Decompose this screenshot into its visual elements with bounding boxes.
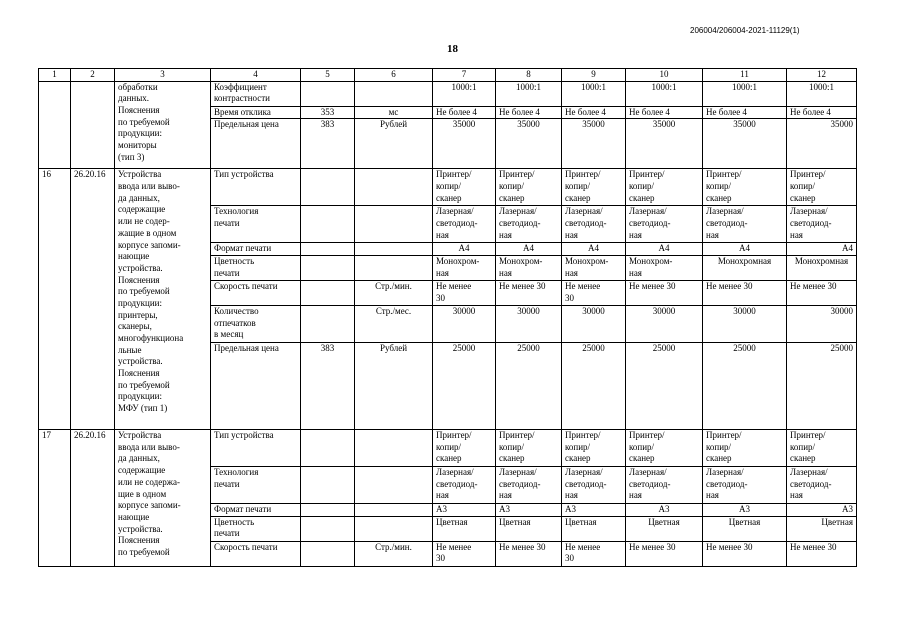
value-cell: 1000:1 [562, 81, 626, 106]
header-cell: 8 [496, 69, 562, 82]
unit-name [355, 516, 433, 541]
value-cell: 30000 [562, 306, 626, 343]
value-cell: 25000 [562, 343, 626, 430]
value-cell: Не менее 30 [433, 541, 496, 566]
characteristic-name: Коэффициент контрастности [211, 81, 301, 106]
value-cell: Монохром- ная [562, 256, 626, 281]
value-cell: Принтер/ копир/ сканер [626, 169, 703, 206]
value-cell: Принтер/ копир/ сканер [562, 169, 626, 206]
header-row [39, 69, 857, 82]
value-cell: 30000 [626, 306, 703, 343]
unit-code [301, 206, 355, 243]
unit-name [355, 169, 433, 206]
value-cell: 1000:1 [433, 81, 496, 106]
value-cell: 1000:1 [496, 81, 562, 106]
value-cell: Принтер/ копир/ сканер [496, 169, 562, 206]
unit-name: Рублей [355, 119, 433, 169]
value-cell: Монохромная [787, 256, 857, 281]
header-cell: 9 [562, 69, 626, 82]
value-cell: Лазерная/ светодиод- ная [626, 467, 703, 504]
row-number-cell: 17 [39, 430, 71, 567]
value-cell: A3 [703, 504, 787, 517]
unit-code [301, 541, 355, 566]
value-cell: Лазерная/ светодиод- ная [433, 206, 496, 243]
value-cell: Принтер/ копир/ сканер [626, 430, 703, 467]
value-cell: Принтер/ копир/ сканер [433, 169, 496, 206]
value-cell: Лазерная/ светодиод- ная [496, 467, 562, 504]
value-cell: 1000:1 [626, 81, 703, 106]
characteristic-name: Цветность печати [211, 516, 301, 541]
characteristic-name: Формат печати [211, 243, 301, 256]
characteristic-name: Технология печати [211, 206, 301, 243]
characteristic-name: Тип устройства [211, 169, 301, 206]
unit-name [355, 243, 433, 256]
value-cell: Лазерная/ светодиод- ная [433, 467, 496, 504]
unit-name [355, 206, 433, 243]
value-cell: Цветная [626, 516, 703, 541]
unit-code [301, 467, 355, 504]
value-cell: Принтер/ копир/ сканер [703, 430, 787, 467]
okpd-code-cell: 26.20.16 [71, 169, 115, 430]
header-cell: 5 [301, 69, 355, 82]
page-number: 18 [447, 43, 458, 55]
value-cell: Не менее 30 [496, 281, 562, 306]
unit-code [301, 504, 355, 517]
value-cell: Не более 4 [703, 106, 787, 119]
value-cell: 25000 [433, 343, 496, 430]
okpd-code-cell: 26.20.16 [71, 430, 115, 567]
unit-name [355, 504, 433, 517]
table-row [39, 430, 857, 467]
value-cell: Не менее 30 [626, 541, 703, 566]
value-cell: 1000:1 [787, 81, 857, 106]
value-cell: Принтер/ копир/ сканер [496, 430, 562, 467]
value-cell: Цветная [433, 516, 496, 541]
value-cell: 35000 [703, 119, 787, 169]
value-cell: Не менее 30 [433, 281, 496, 306]
value-cell: 30000 [703, 306, 787, 343]
value-cell: Лазерная/ светодиод- ная [787, 467, 857, 504]
unit-name: Стр./мес. [355, 306, 433, 343]
value-cell: Не более 4 [496, 106, 562, 119]
unit-code [301, 516, 355, 541]
value-cell: Принтер/ копир/ сканер [787, 430, 857, 467]
value-cell: A3 [626, 504, 703, 517]
value-cell: Не менее 30 [562, 281, 626, 306]
value-cell: A4 [496, 243, 562, 256]
value-cell: Лазерная/ светодиод- ная [562, 467, 626, 504]
value-cell: A4 [626, 243, 703, 256]
table-row [39, 169, 857, 206]
product-description: Устройства ввода или выво- да данных, содержащие или не содержа- щие в одном корпусе запоми- нающие устройства. Пояснения по требуемой [115, 430, 211, 567]
value-cell: Не менее 30 [703, 541, 787, 566]
value-cell: 25000 [496, 343, 562, 430]
value-cell: Лазерная/ светодиод- ная [496, 206, 562, 243]
characteristic-name: Предельная цена [211, 119, 301, 169]
header-cell: 4 [211, 69, 301, 82]
value-cell: Принтер/ копир/ сканер [703, 169, 787, 206]
value-cell: A4 [433, 243, 496, 256]
value-cell: 25000 [626, 343, 703, 430]
value-cell: Не менее 30 [787, 281, 857, 306]
value-cell: Монохром- ная [496, 256, 562, 281]
unit-name: Рублей [355, 343, 433, 430]
characteristic-name: Тип устройства [211, 430, 301, 467]
value-cell: 35000 [626, 119, 703, 169]
unit-name: Стр./мин. [355, 541, 433, 566]
characteristic-name: Скорость печати [211, 541, 301, 566]
unit-code [301, 306, 355, 343]
value-cell: A3 [562, 504, 626, 517]
header-cell: 6 [355, 69, 433, 82]
unit-name [355, 430, 433, 467]
characteristic-name: Время отклика [211, 106, 301, 119]
unit-code: 383 [301, 119, 355, 169]
row-number-cell [39, 81, 71, 169]
value-cell: 25000 [787, 343, 857, 430]
value-cell: Лазерная/ светодиод- ная [703, 467, 787, 504]
value-cell: Лазерная/ светодиод- ная [626, 206, 703, 243]
characteristic-name: Цветность печати [211, 256, 301, 281]
okpd-code-cell [71, 81, 115, 169]
value-cell: Не менее 30 [626, 281, 703, 306]
value-cell: Монохром- ная [433, 256, 496, 281]
unit-code [301, 430, 355, 467]
value-cell: A3 [787, 504, 857, 517]
value-cell: 35000 [562, 119, 626, 169]
value-cell: 35000 [433, 119, 496, 169]
value-cell: Принтер/ копир/ сканер [433, 430, 496, 467]
value-cell: Не менее 30 [787, 541, 857, 566]
unit-name [355, 81, 433, 106]
document-id: 206004/206004-2021-11129(1) [690, 26, 800, 35]
value-cell: 30000 [787, 306, 857, 343]
value-cell: 35000 [496, 119, 562, 169]
value-cell: Не более 4 [787, 106, 857, 119]
value-cell: Не более 4 [562, 106, 626, 119]
value-cell: Не более 4 [433, 106, 496, 119]
unit-name: мс [355, 106, 433, 119]
header-cell: 2 [71, 69, 115, 82]
unit-code [301, 281, 355, 306]
characteristic-name: Формат печати [211, 504, 301, 517]
value-cell: 35000 [787, 119, 857, 169]
unit-code: 383 [301, 343, 355, 430]
product-description: обработки данных. Пояснения по требуемой продукции: мониторы (тип 3) [115, 81, 211, 169]
header-cell: 12 [787, 69, 857, 82]
value-cell: A4 [562, 243, 626, 256]
value-cell: 30000 [433, 306, 496, 343]
value-cell: Лазерная/ светодиод- ная [703, 206, 787, 243]
unit-code: 353 [301, 106, 355, 119]
value-cell: Цветная [562, 516, 626, 541]
row-number-cell: 16 [39, 169, 71, 430]
unit-code [301, 169, 355, 206]
header-cell: 7 [433, 69, 496, 82]
value-cell: Цветная [787, 516, 857, 541]
unit-code [301, 81, 355, 106]
header-cell: 10 [626, 69, 703, 82]
unit-name: Стр./мин. [355, 281, 433, 306]
header-cell: 11 [703, 69, 787, 82]
value-cell: Не менее 30 [562, 541, 626, 566]
value-cell: 25000 [703, 343, 787, 430]
value-cell: A3 [496, 504, 562, 517]
product-description: Устройства ввода или выво- да данных, содержащие или не содер- жащие в одном корпусе запоми- нающие устройства. Пояснения по требуемой продукции: принтеры, сканеры, многофункциона льные устройства. Пояснения по требуемой продукции: МФУ (тип 1) [115, 169, 211, 430]
unit-code [301, 256, 355, 281]
value-cell: Принтер/ копир/ сканер [562, 430, 626, 467]
value-cell: A4 [787, 243, 857, 256]
value-cell: Цветная [703, 516, 787, 541]
value-cell: Лазерная/ светодиод- ная [787, 206, 857, 243]
value-cell: Принтер/ копир/ сканер [787, 169, 857, 206]
unit-name [355, 256, 433, 281]
header-cell: 1 [39, 69, 71, 82]
unit-name [355, 467, 433, 504]
value-cell: Монохром- ная [626, 256, 703, 281]
characteristic-name: Скорость печати [211, 281, 301, 306]
table-row [39, 81, 857, 106]
value-cell: A4 [703, 243, 787, 256]
value-cell: Не более 4 [626, 106, 703, 119]
value-cell: 1000:1 [703, 81, 787, 106]
requirements-table [38, 68, 857, 567]
value-cell: Не менее 30 [496, 541, 562, 566]
value-cell: Лазерная/ светодиод- ная [562, 206, 626, 243]
characteristic-name: Предельная цена [211, 343, 301, 430]
value-cell: Цветная [496, 516, 562, 541]
value-cell: A3 [433, 504, 496, 517]
value-cell: 30000 [496, 306, 562, 343]
value-cell: Монохромная [703, 256, 787, 281]
characteristic-name: Технология печати [211, 467, 301, 504]
header-cell: 3 [115, 69, 211, 82]
unit-code [301, 243, 355, 256]
value-cell: Не менее 30 [703, 281, 787, 306]
characteristic-name: Количество отпечатков в месяц [211, 306, 301, 343]
